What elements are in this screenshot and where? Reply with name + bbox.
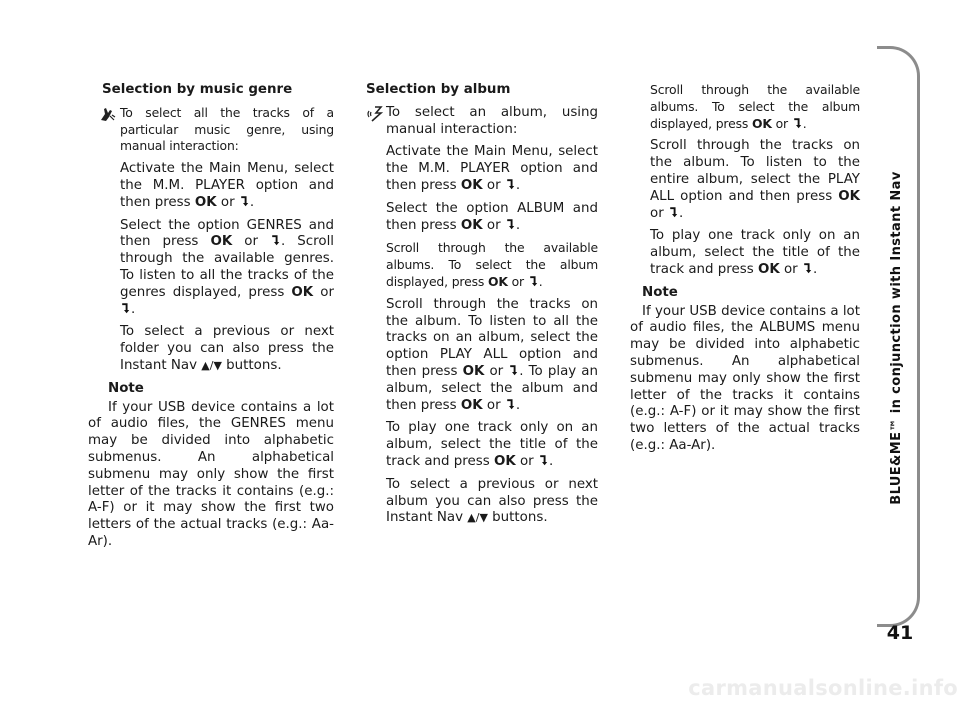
genre-intro-text: To select all the tracks of a particular music genre, using manual interaction: <box>120 104 334 154</box>
album-step-4-text-a: Scroll through the tracks on the album. To listen to all the tracks on an album, select the option PLAY ALL option and then press <box>386 296 598 379</box>
or-text: or <box>511 273 524 289</box>
column-genre <box>88 82 334 551</box>
or-text: or <box>486 397 501 413</box>
album-step-3-text: Scroll through the available albums. To select the album displayed, press <box>386 240 598 289</box>
ok-key-label: OK <box>462 363 485 379</box>
ok-key-label: OK <box>487 273 508 289</box>
manual-interaction-hand-icon <box>98 105 116 123</box>
genre-step-1 <box>88 161 334 211</box>
genre-step-1-text: Activate the Main Menu, select the M.M. PLAYER option and then press <box>120 161 334 210</box>
genre-step-2-text-a: Select the option GENRES and then press <box>120 217 334 250</box>
album-step-2-text: Select the option ALBUM and then press <box>386 200 598 233</box>
album-step-6 <box>366 477 598 527</box>
album-step-6-buttons-text: buttons. <box>492 510 548 526</box>
ok-key-label: OK <box>460 177 483 193</box>
enter-icon <box>506 399 515 410</box>
period: . <box>515 397 521 413</box>
or-text: or <box>775 115 788 131</box>
period: . <box>548 453 554 469</box>
album-step-5-text: To play one track only on an album, select the title of the track and press <box>386 420 598 469</box>
album-manual-step-3 <box>630 228 860 278</box>
vertical-section-title: BLUE&ME™ in conjunction with Instant Nav <box>889 171 904 505</box>
ok-key-label: OK <box>838 188 860 204</box>
album-step-6-text: To select a previous or next album you can also press the Instant Nav <box>386 476 598 526</box>
album-step-1 <box>366 144 598 194</box>
album-step-4 <box>366 297 598 415</box>
genre-step-3-text: To select a previous or next folder you can also press the Instant Nav <box>120 324 334 373</box>
album-step-3 <box>366 240 598 290</box>
period: . <box>515 177 521 193</box>
album-step-4-text-b: . To play an album, select the album and then press <box>386 363 598 413</box>
section-heading-album: Selection by album <box>366 82 511 97</box>
period: . <box>249 194 255 210</box>
album-intro-paragraph <box>366 105 598 139</box>
ok-key-label: OK <box>493 453 516 469</box>
or-text: or <box>320 284 334 300</box>
or-text: or <box>519 453 534 469</box>
enter-icon <box>529 276 538 287</box>
album-step-5 <box>366 420 598 470</box>
period: . <box>812 261 818 277</box>
genre-step-2-text-b: . Scroll through the available genres. To listen to all the tracks of the genres displayed, press <box>120 234 335 300</box>
ok-key-label: OK <box>460 397 483 413</box>
period: . <box>678 205 684 221</box>
album-manual-step-3-text: To play one track only on an album, select the title of the track and press <box>650 228 860 277</box>
or-text: or <box>486 177 501 193</box>
ok-key-label: OK <box>194 194 217 210</box>
up-down-arrows-icon: ▲/▼ <box>201 358 222 372</box>
album-manual-step-1-text: Scroll through the available albums. To select the album displayed, press <box>650 82 860 131</box>
album-note-title: Note <box>642 284 678 300</box>
up-down-arrows-icon: ▲/▼ <box>467 511 488 525</box>
period: . <box>131 301 136 317</box>
column-album-continued <box>630 82 860 455</box>
page-number: 41 <box>886 622 914 644</box>
or-text: or <box>489 363 504 379</box>
album-note-text: If your USB device contains a lot of audio files, the ALBUMS menu may be divided into alphabetic submenus. An alphabetical submenu may only show the first letter of the tracks it contains (e.g.: A-F) or it may show the first two letters of the actual tracks (e.g.: Aa-Ar). <box>630 303 860 453</box>
voice-command-icon <box>366 105 384 123</box>
album-manual-step-2 <box>630 138 860 222</box>
watermark: carmanualsonline.info <box>688 676 958 700</box>
genre-step-3-buttons-text: buttons. <box>226 357 282 373</box>
enter-icon <box>240 196 249 207</box>
ok-key-label: OK <box>291 284 314 300</box>
album-intro-text: To select an album, using manual interaction: <box>386 104 598 137</box>
period: . <box>538 273 543 289</box>
enter-icon <box>506 179 515 190</box>
ok-key-label: OK <box>210 234 233 250</box>
ok-key-label: OK <box>751 115 772 131</box>
period: . <box>515 217 521 233</box>
enter-icon <box>121 303 130 314</box>
album-step-1-text: Activate the Main Menu, select the M.M. PLAYER option and then press <box>386 144 598 193</box>
or-text: or <box>220 194 235 210</box>
section-heading-genre: Selection by music genre <box>102 82 293 97</box>
enter-icon <box>669 207 678 218</box>
enter-icon <box>509 365 518 376</box>
or-text: or <box>650 205 664 221</box>
genre-note-title: Note <box>108 380 144 396</box>
or-text: or <box>486 217 501 233</box>
album-manual-step-1 <box>630 82 860 132</box>
enter-icon <box>271 235 280 246</box>
genre-note-text: If your USB device contains a lot of audio files, the GENRES menu may be divided into alphabetic submenus. An alphabetical submenu may only show the first letter of the tracks it contains (e.g.: A-F) or it may show the first two letters of the actual tracks (e.g.: Aa-Ar). <box>88 399 334 549</box>
column-album <box>366 82 598 533</box>
ok-key-label: OK <box>460 217 483 233</box>
or-text: or <box>783 261 798 277</box>
ok-key-label: OK <box>757 261 780 277</box>
enter-icon <box>506 219 515 230</box>
genre-step-2 <box>88 218 334 319</box>
or-text: or <box>244 234 258 250</box>
period: . <box>802 115 807 131</box>
genre-intro-paragraph <box>88 105 334 155</box>
enter-icon <box>793 118 802 129</box>
genre-step-3 <box>88 324 334 374</box>
album-manual-step-2-text: Scroll through the tracks on the album. To listen to the entire album, select the PLAY ALL option and then press <box>650 138 860 204</box>
enter-icon <box>539 455 548 466</box>
album-step-2 <box>366 201 598 235</box>
enter-icon <box>803 263 812 274</box>
